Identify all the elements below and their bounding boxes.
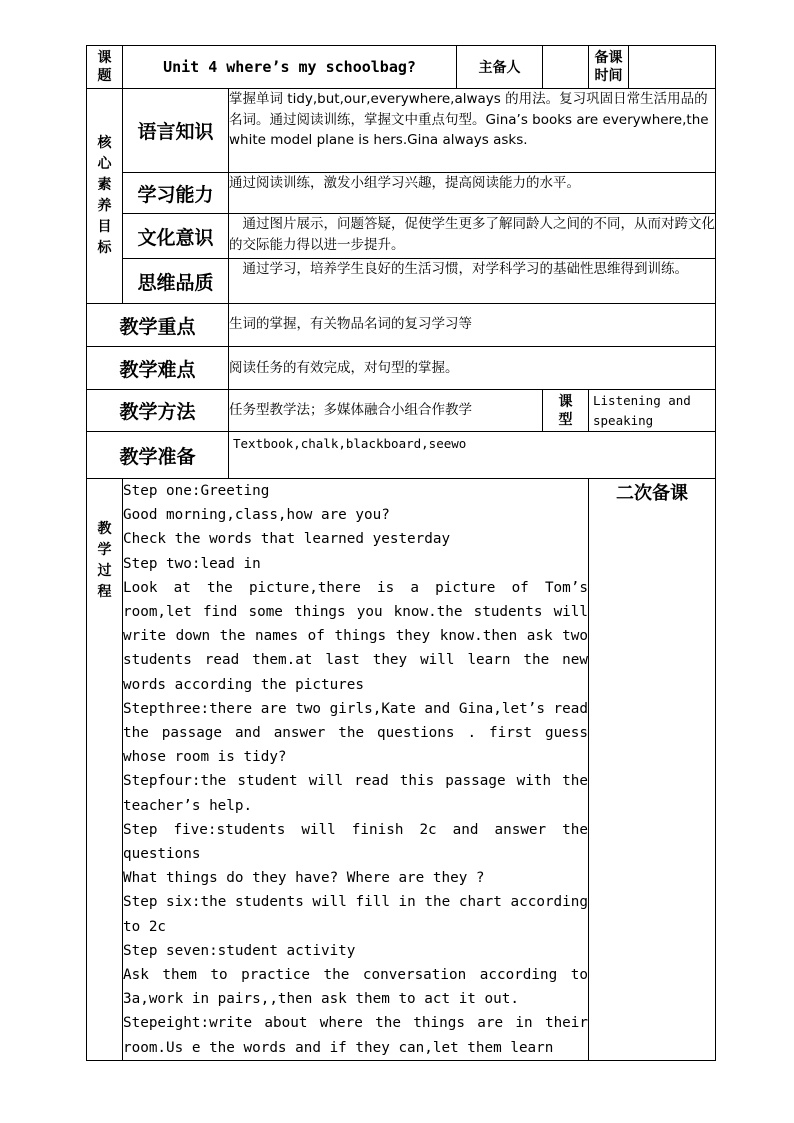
preparer-label: 主备人 [457,46,543,89]
core-row-ability [87,173,716,214]
core-item-text: 通过学习，培养学生良好的生活习惯，对学科学习的基础性思维得到训练。 [229,259,716,304]
process-row [87,479,716,1061]
method-text: 任务型教学法；多媒体融合小组合作教学 [229,390,543,432]
process-content [123,479,589,1061]
process-line: Step one:Greeting [123,483,270,499]
process-line: Step five:students will finish 2c and answer the questions [123,821,588,863]
core-row-language [87,89,716,173]
process-line: Stepthree:there are two girls,Kate and Gina,let’s read the passage and answer the questions . first guess whose room is tidy? [123,700,588,766]
header-row [87,46,716,89]
core-item-label: 文化意识 [123,214,229,259]
process-line: Look at the picture,there is a picture of Tom’s room,let find some things you know.the students will write down the names of things they know.then ask two students read them.at last they will learn the new words according the pictures [123,579,588,693]
key-points-row [87,304,716,347]
core-goals-label: 核心素养目标 [87,89,123,304]
core-item-text: 通过图片展示，问题答疑，促使学生更多了解同龄人之间的不同，从而对跨文化的交际能力得以进一步提升。 [229,214,716,259]
core-item-label: 学习能力 [123,173,229,214]
topic-label: 课题 [87,46,123,89]
process-label: 教学过程 [87,479,123,1061]
prep-time-label: 备课时间 [589,46,629,89]
core-item-text: 掌握单词 tidy,but,our,everywhere,always 的用法。复习巩固日常生活用品的名词。通过阅读训练，掌握文中重点句型。Gina’s books are everywhere,the white model plane is hers.Gina always asks. [229,89,716,173]
core-item-label: 思维品质 [123,259,229,304]
preparation-label: 教学准备 [87,432,229,479]
difficulties-row [87,347,716,390]
core-item-text: 通过阅读训练，激发小组学习兴趣，提高阅读能力的水平。 [229,173,716,214]
process-line: Step six:the students will fill in the chart according to 2c [123,894,588,935]
method-label: 教学方法 [87,390,229,432]
process-line: Check the words that learned yesterday [123,531,451,548]
key-points-label: 教学重点 [87,304,229,347]
lesson-type-label: 课型 [543,390,589,432]
difficulties-label: 教学难点 [87,347,229,390]
key-points-text: 生词的掌握，有关物品名词的复习学习等 [229,304,716,347]
process-line: Stepeight:write about where the things are in their room.Us e the words and if they can,let them learn [123,1015,588,1056]
method-row [87,390,716,432]
topic-title: Unit 4 where’s my schoolbag? [123,46,457,89]
process-line: Step two:lead in [123,555,261,572]
difficulties-text: 阅读任务的有效完成，对句型的掌握。 [229,347,716,390]
lesson-plan-table [86,45,716,1061]
prep-time-value [629,46,716,89]
preparation-row [87,432,716,479]
process-line: What things do they have? Where are they ? [123,870,485,887]
preparer-value [543,46,589,89]
process-line: Step seven:student activity [123,942,356,959]
core-row-thinking [87,259,716,304]
process-line: Ask them to practice the conversation according to 3a,work in pairs,,then ask them to act it out. [123,967,588,1008]
process-line: Good morning,class,how are you? [123,507,390,524]
second-prep-label: 二次备课 [589,479,716,1061]
preparation-text: Textbook,chalk,blackboard,seewo [229,432,716,479]
lesson-type-value: Listening and speaking [589,390,716,432]
process-line: Stepfour:the student will read this passage with the teacher’s help. [123,773,588,814]
core-item-label: 语言知识 [123,89,229,173]
core-row-culture [87,214,716,259]
